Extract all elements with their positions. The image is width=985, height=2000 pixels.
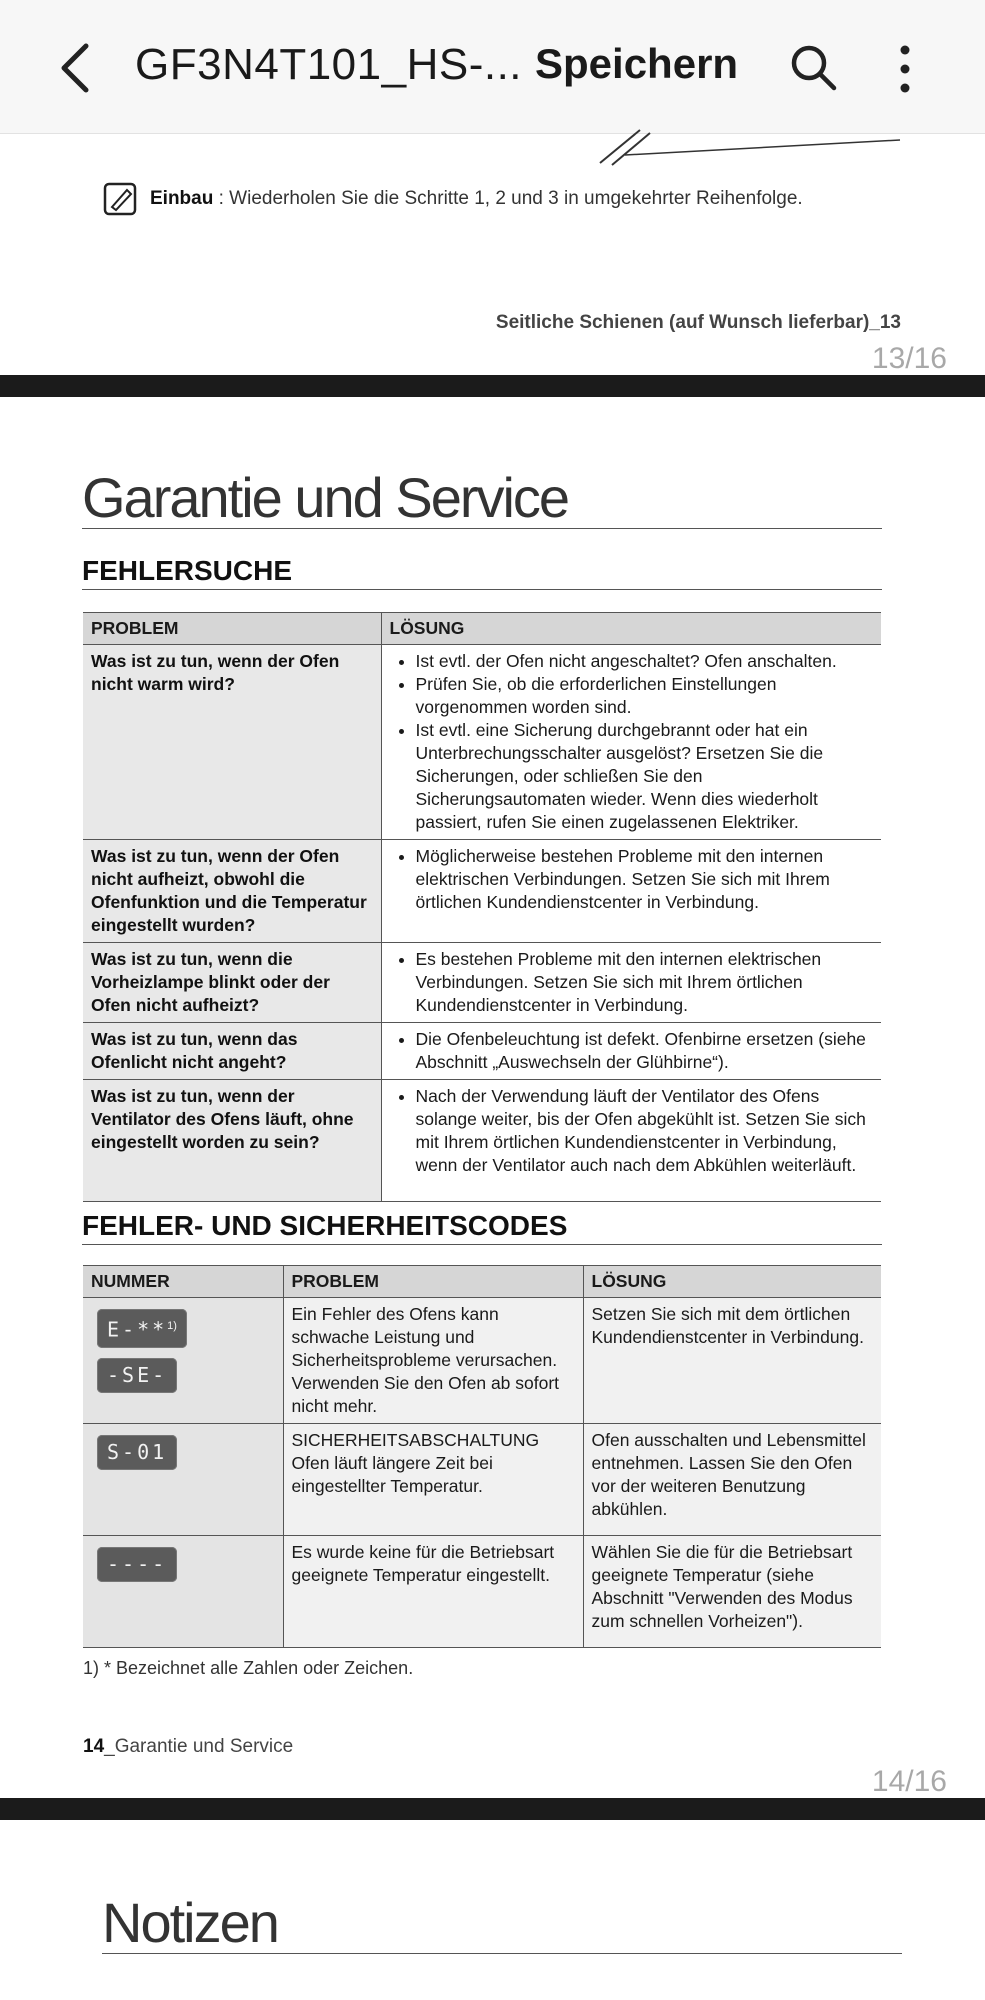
column-header: PROBLEM xyxy=(83,613,381,645)
page-footer-14: 14_Garantie und Service xyxy=(83,1736,294,1757)
problem-cell: Was ist zu tun, wenn der Ofen nicht aufheizt, obwohl die Ofenfunktion und die Temperatur eingestellt wurden? xyxy=(83,840,381,943)
solution-cell: Ofen ausschalten und Lebensmittel entnehmen. Lassen Sie den Ofen vor der weiteren Benutzung abkühlen. xyxy=(583,1424,881,1536)
solution-cell xyxy=(381,1080,881,1202)
install-note: Einbau : Wiederholen Sie die Schritte 1, 2 und 3 in umgekehrter Reihenfolge. xyxy=(150,188,803,209)
rail-illustration xyxy=(590,125,910,170)
notes-heading: Notizen xyxy=(102,1895,902,1954)
troubleshooting-title: FEHLERSUCHE xyxy=(82,555,882,590)
page-13 xyxy=(0,134,985,374)
solution-cell xyxy=(381,1023,881,1080)
troubleshooting-table xyxy=(83,612,881,1202)
list-item: • Prüfen Sie, ob die erforderlichen Einstellungen vorgenommen worden sind. xyxy=(416,673,874,719)
table-row xyxy=(83,1080,881,1202)
table-row xyxy=(83,1023,881,1080)
list-item: • Die Ofenbeleuchtung ist defekt. Ofenbirne ersetzen (siehe Abschnitt „Auswechseln der Glühbirne“). xyxy=(416,1028,874,1074)
problem-cell: Was ist zu tun, wenn der Ventilator des Ofens läuft, ohne eingestellt worden zu sein? xyxy=(83,1080,381,1202)
column-header: LÖSUNG xyxy=(583,1266,881,1298)
solution-cell xyxy=(381,840,881,943)
page-footer-13: Seitliche Schienen (auf Wunsch lieferbar)_13 xyxy=(495,312,901,333)
list-item: • Es bestehen Probleme mit den internen elektrischen Verbindungen. Setzen Sie sich mit Ihrem örtlichen Kundendienstcenter in Verbindung. xyxy=(416,948,874,1017)
solution-cell: Setzen Sie sich mit dem örtlichen Kundendienstcenter in Verbindung. xyxy=(583,1298,881,1424)
page-counter-14: 14/16 xyxy=(871,1765,947,1798)
document-title: GF3N4T101_HS-... xyxy=(135,40,523,89)
list-item: • Ist evtl. eine Sicherung durchgebrannt oder hat ein Unterbrechungsschalter ausgelöst? Ersetzen Sie die Sicherungen, oder schließen Sie den Sicherungsautomaten wieder. Wenn dies wiederholt passiert, rufen Sie einen zugelassenen Elektriker. xyxy=(416,719,874,834)
list-item: • Ist evtl. der Ofen nicht angeschaltet? Ofen anschalten. xyxy=(416,650,874,673)
page-heading: Garantie und Service xyxy=(82,470,882,529)
codes-title: FEHLER- UND SICHERHEITSCODES xyxy=(82,1210,882,1245)
table-row xyxy=(83,645,881,840)
problem-cell: Es wurde keine für die Betriebsart geeignete Temperatur eingestellt. xyxy=(283,1536,583,1648)
problem-cell: Was ist zu tun, wenn die Vorheizlampe blinkt oder der Ofen nicht aufheizt? xyxy=(83,943,381,1023)
error-code-badge: -SE- xyxy=(97,1358,177,1393)
problem-cell: Ein Fehler des Ofens kann schwache Leistung und Sicherheitsprobleme verursachen. Verwenden Sie den Ofen ab sofort nicht mehr. xyxy=(283,1298,583,1424)
column-header: LÖSUNG xyxy=(381,613,881,645)
save-button[interactable]: Speichern xyxy=(535,40,739,87)
problem-cell: SICHERHEITSABSCHALTUNG Ofen läuft längere Zeit bei eingestellter Temperatur. xyxy=(283,1424,583,1536)
back-arrow-icon[interactable] xyxy=(52,38,102,98)
table-row xyxy=(83,943,881,1023)
table-row xyxy=(83,840,881,943)
code-cell xyxy=(83,1298,283,1424)
solution-cell xyxy=(381,645,881,840)
code-cell xyxy=(83,1424,283,1536)
error-code-badge: ---- xyxy=(97,1547,177,1582)
note-icon xyxy=(103,182,137,216)
codes-table xyxy=(83,1265,881,1648)
error-code-badge: S-01 xyxy=(97,1435,177,1470)
code-cell xyxy=(83,1536,283,1648)
more-vert-icon[interactable] xyxy=(885,40,925,98)
app-bar xyxy=(0,0,985,134)
page-separator xyxy=(0,375,985,397)
table-row xyxy=(83,1536,881,1648)
solution-cell: Wählen Sie die für die Betriebsart geeignete Temperatur (siehe Abschnitt "Verwenden des Modus zum schnellen Vorheizen"). xyxy=(583,1536,881,1648)
search-icon[interactable] xyxy=(788,42,838,92)
problem-cell: Was ist zu tun, wenn das Ofenlicht nicht angeht? xyxy=(83,1023,381,1080)
column-header: NUMMER xyxy=(83,1266,283,1298)
footnote: 1) * Bezeichnet alle Zahlen oder Zeichen. xyxy=(83,1658,414,1678)
table-row xyxy=(83,1298,881,1424)
page-counter-13: 13/16 xyxy=(871,342,947,375)
table-row xyxy=(83,1424,881,1536)
solution-cell xyxy=(381,943,881,1023)
error-code-badge: E-**$^{1)}$ xyxy=(97,1309,187,1348)
list-item: • Möglicherweise bestehen Probleme mit den internen elektrischen Verbindungen. Setzen Sie sich mit Ihrem örtlichen Kundendienstcenter in Verbindung. xyxy=(416,845,874,914)
list-item: • Nach der Verwendung läuft der Ventilator des Ofens solange weiter, bis der Ofen abgekühlt ist. Setzen Sie sich mit Ihrem örtlichen Kundendienstcenter in Verbindung, wenn der Ventilator auch nach dem Abkühlen weiterläuft. xyxy=(416,1085,874,1177)
page-separator xyxy=(0,1798,985,1820)
problem-cell: Was ist zu tun, wenn der Ofen nicht warm wird? xyxy=(83,645,381,840)
column-header: PROBLEM xyxy=(283,1266,583,1298)
